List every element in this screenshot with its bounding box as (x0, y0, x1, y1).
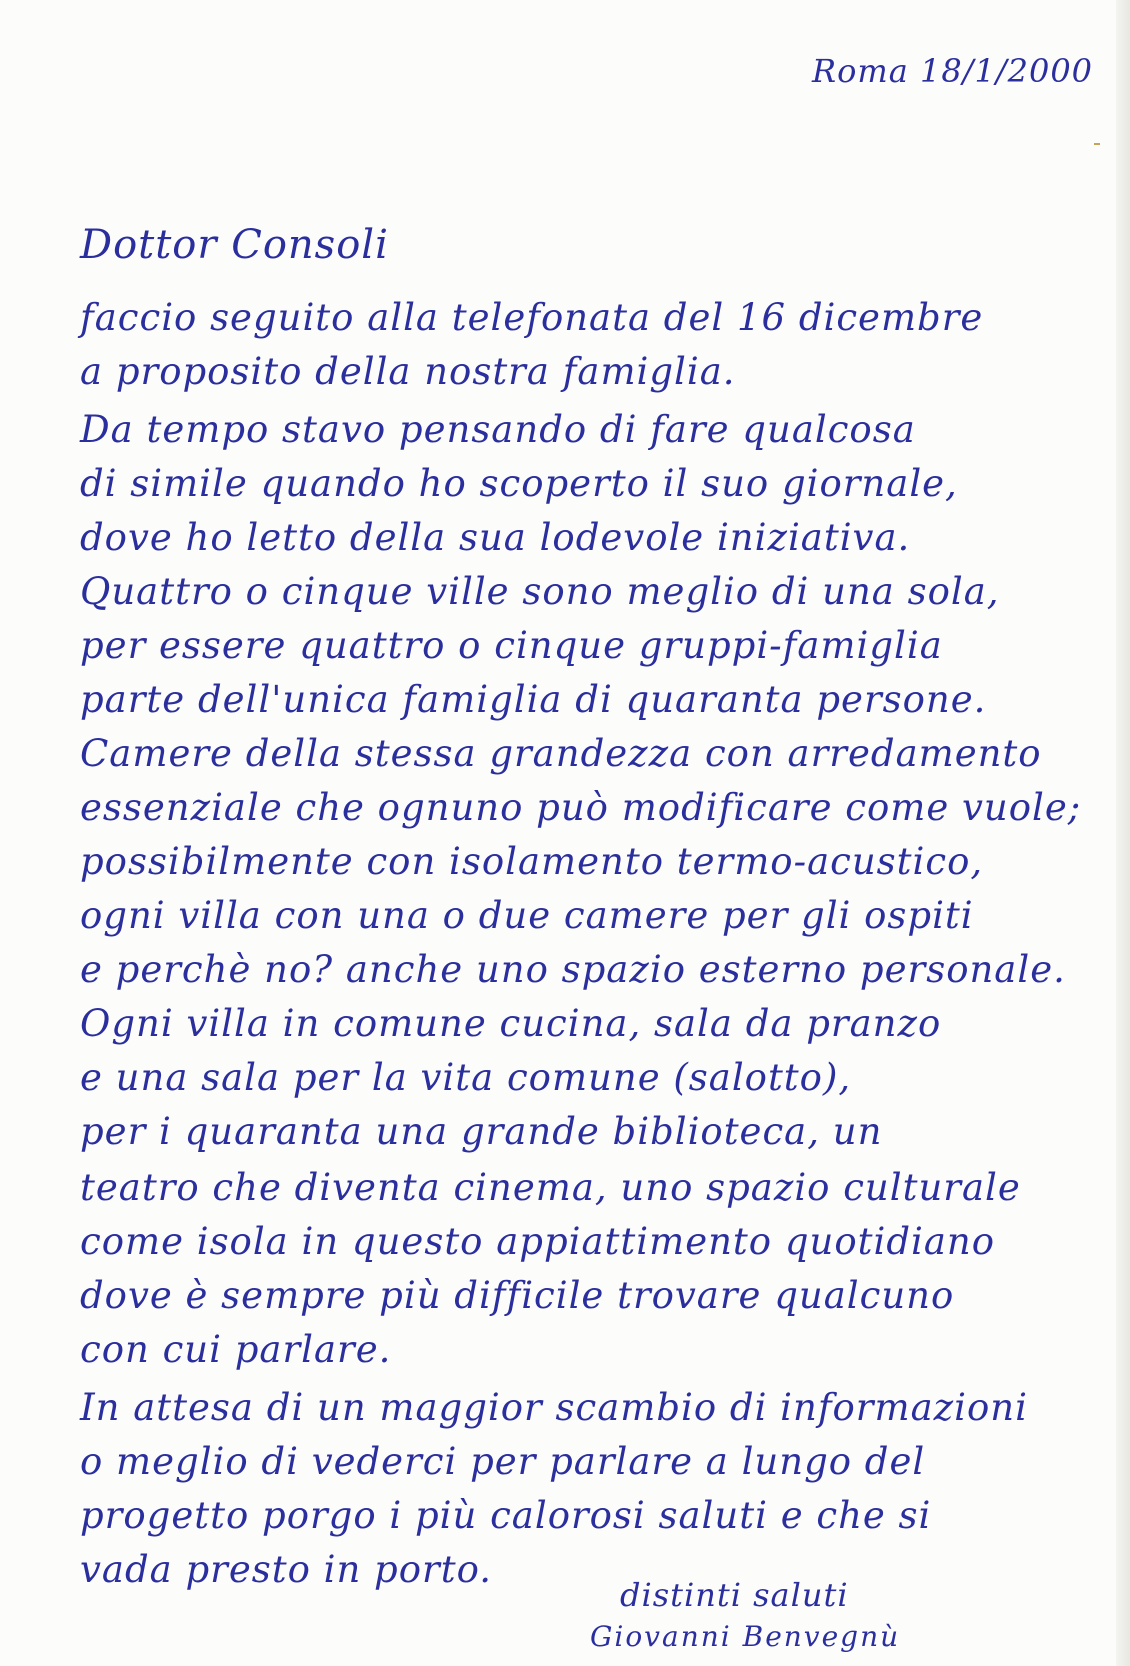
paper-mark (1094, 143, 1100, 145)
letter-line: e perchè no? anche uno spazio esterno personale. (80, 948, 1066, 991)
letter-line: dove è sempre più difficile trovare qualcuno (80, 1274, 955, 1317)
letter-line: e una sala per la vita comune (salotto), (80, 1056, 852, 1099)
letter-line: a proposito della nostra famiglia. (80, 350, 736, 393)
letter-line: come isola in questo appiattimento quotidiano (80, 1220, 996, 1263)
letter-line: faccio seguito alla telefonata del 16 dicembre (80, 296, 984, 339)
letter-salutation: Dottor Consoli (80, 222, 389, 268)
letter-line: con cui parlare. (80, 1328, 392, 1371)
letter-line: teatro che diventa cinema, uno spazio culturale (80, 1166, 1021, 1209)
letter-line: ogni villa con una o due camere per gli ospiti (80, 894, 974, 937)
letter-line: dove ho letto della sua lodevole iniziativa. (80, 516, 911, 559)
letter-date: Roma 18/1/2000 (812, 52, 1094, 90)
letter-line: essenziale che ognuno può modificare come vuole; (80, 786, 1082, 829)
letter-line: Da tempo stavo pensando di fare qualcosa (80, 408, 916, 451)
letter-line: Camere della stessa grandezza con arredamento (80, 732, 1042, 775)
letter-signature: Giovanni Benvegnù (590, 1620, 901, 1653)
letter-line: Quattro o cinque ville sono meglio di una sola, (80, 570, 1000, 613)
letter-line: Ogni villa in comune cucina, sala da pranzo (80, 1002, 942, 1045)
letter-line: progetto porgo i più calorosi saluti e che si (80, 1494, 932, 1537)
letter-line: parte dell'unica famiglia di quaranta persone. (80, 678, 987, 721)
letter-line: di simile quando ho scoperto il suo giornale, (80, 462, 958, 505)
letter-line: o meglio di vederci per parlare a lungo del (80, 1440, 926, 1483)
letter-closing: distinti saluti (620, 1576, 849, 1614)
letter-line: In attesa di un maggior scambio di informazioni (80, 1386, 1028, 1429)
letter-line: per essere quattro o cinque gruppi-famiglia (80, 624, 943, 667)
letter-line: per i quaranta una grande biblioteca, un (80, 1110, 883, 1153)
letter-line: possibilmente con isolamento termo-acustico, (80, 840, 984, 883)
letter-line: vada presto in porto. (80, 1548, 492, 1591)
